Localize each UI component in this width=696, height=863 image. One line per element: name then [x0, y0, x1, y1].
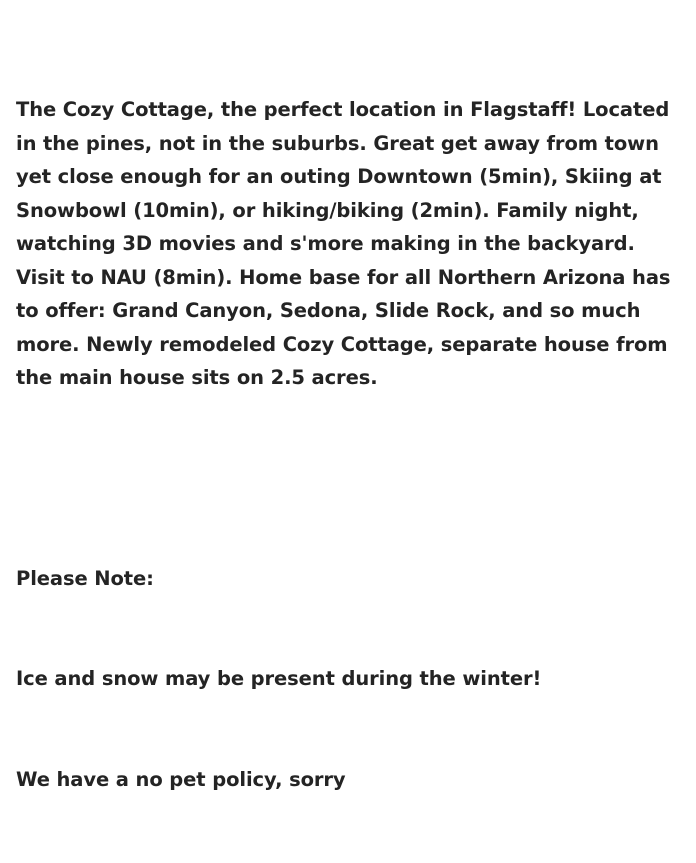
note-heading: Please Note: [16, 566, 154, 590]
note-line-2: We have a no pet policy, sorry [16, 767, 346, 791]
description-body: The Cozy Cottage, the perfect location in Flagstaff! Located in the pines, not in the suburbs. Great get away from town yet close enough for an outing Downtown (5min), Skiing at Snowbowl (10min), or hiking/biking (2min). Family night, watching 3D movies and s'more making in the backyard. Visit to NAU (8min). Home base for all Northern Arizona has to offer: Grand Canyon, Sedona, Slide Rock, and so much more. Newly remodeled Cozy Cottage, separate house from the main house sits on 2.5 acres. [16, 98, 678, 389]
listing-description [16, 26, 678, 863]
paragraph-spacer [16, 462, 674, 495]
note-line-1: Ice and snow may be present during the winter! [16, 667, 542, 690]
